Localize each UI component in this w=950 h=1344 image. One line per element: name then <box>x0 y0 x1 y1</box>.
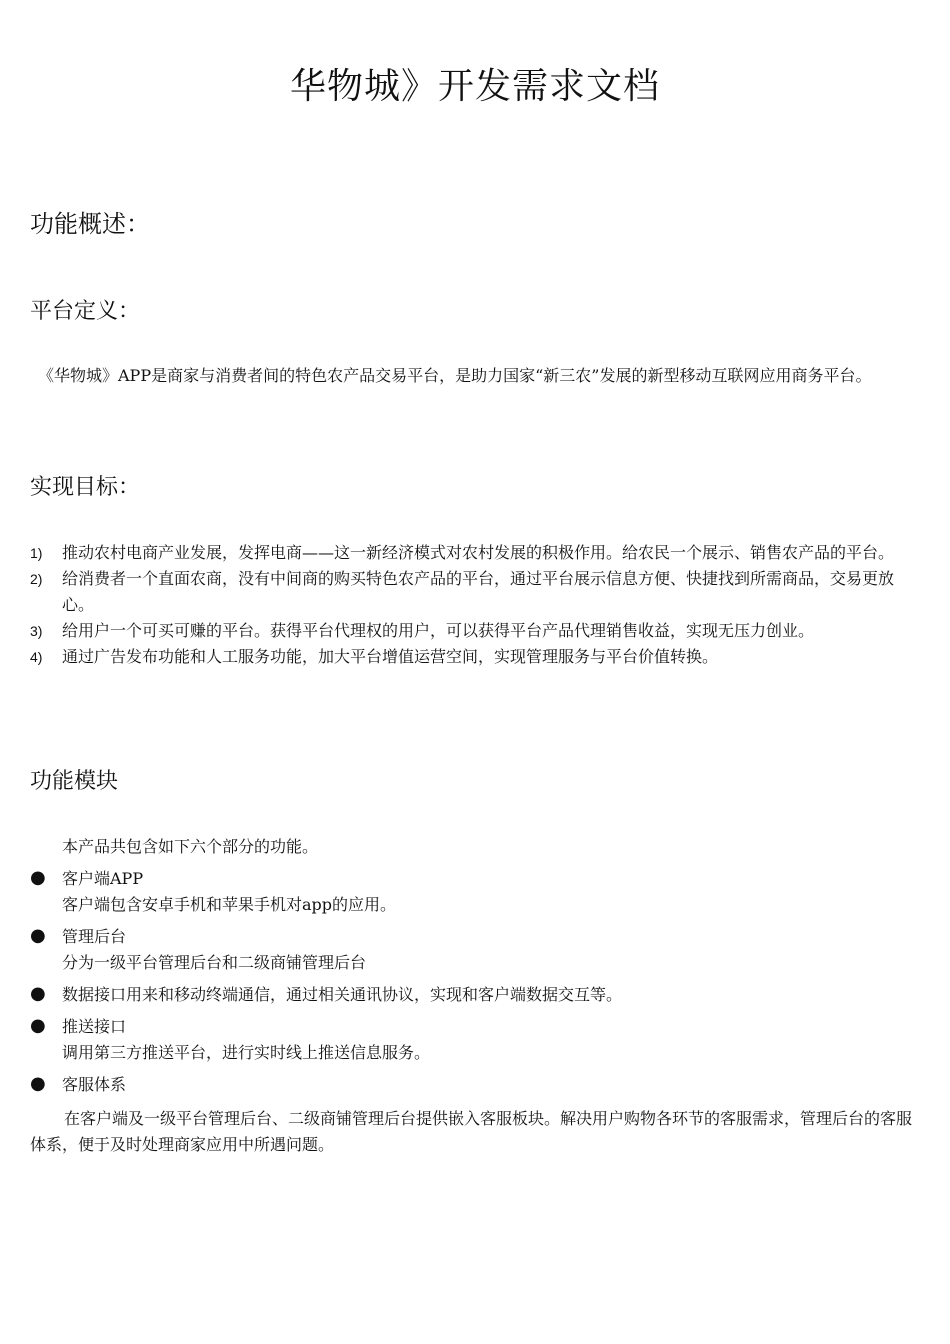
goals-list <box>30 540 920 670</box>
modules-heading: 功能模块 <box>30 769 119 794</box>
module-item <box>30 982 920 1008</box>
module-description: 调用第三方推送平台，进行实时线上推送信息服务。 <box>62 1043 431 1062</box>
goal-text: 推动农村电商产业发展，发挥电商——这一新经济模式对农村发展的积极作用。给农民一个展示、销售农产品的平台。 <box>62 543 895 562</box>
platform-definition-heading: 平台定义： <box>30 299 141 324</box>
goal-text: 给消费者一个直面农商，没有中间商的购买特色农产品的平台，通过平台展示信息方便、快捷找到所需商品，交易更放心。 <box>62 569 895 614</box>
platform-definition-text: 《华物城》APP是商家与消费者间的特色农产品交易平台，是助力国家“新三农”发展的新型移动互联网应用商务平台。 <box>38 366 872 385</box>
goal-number: 2) <box>30 571 43 587</box>
module-title: 管理后台 <box>62 927 127 946</box>
goal-item <box>30 644 920 670</box>
module-item <box>30 1014 920 1066</box>
goal-text: 给用户一个可买可赚的平台。获得平台代理权的用户，可以获得平台产品代理销售收益，实现无压力创业。 <box>62 621 815 640</box>
document-title: 华物城》开发需求文档 <box>289 66 660 107</box>
goal-number: 4) <box>30 649 43 665</box>
module-title: 推送接口 <box>62 1017 127 1036</box>
customer-service-description: 在客户端及一级平台管理后台、二级商铺管理后台提供嵌入客服板块。解决用户购物各环节的客服需求，管理后台的客服体系，便于及时处理商家应用中所遇问题。 <box>30 1109 913 1154</box>
bullet-icon: ● <box>30 983 46 1004</box>
goal-item <box>30 566 920 618</box>
module-item <box>30 866 920 918</box>
module-item <box>30 1072 920 1098</box>
module-item <box>30 924 920 976</box>
bullet-icon: ● <box>30 925 46 946</box>
goals-heading: 实现目标： <box>30 475 141 500</box>
modules-list <box>30 866 920 1104</box>
goal-item <box>30 618 920 644</box>
module-description: 客户端包含安卓手机和苹果手机对app的应用。 <box>62 895 397 914</box>
bullet-icon: ● <box>30 1073 46 1094</box>
module-title: 客服体系 <box>62 1075 127 1094</box>
bullet-icon: ● <box>30 867 46 888</box>
module-description: 分为一级平台管理后台和二级商铺管理后台 <box>62 953 367 972</box>
bullet-icon: ● <box>30 1015 46 1036</box>
module-title: 数据接口用来和移动终端通信，通过相关通讯协议，实现和客户端数据交互等。 <box>62 985 623 1004</box>
goal-number: 3) <box>30 623 43 639</box>
goal-number: 1) <box>30 545 43 561</box>
goal-item <box>30 540 920 566</box>
modules-intro: 本产品共包含如下六个部分的功能。 <box>62 837 319 856</box>
module-title: 客户端APP <box>62 869 144 888</box>
overview-heading: 功能概述： <box>30 210 150 238</box>
goal-text: 通过广告发布功能和人工服务功能，加大平台增值运营空间，实现管理服务与平台价值转换。 <box>62 647 719 666</box>
